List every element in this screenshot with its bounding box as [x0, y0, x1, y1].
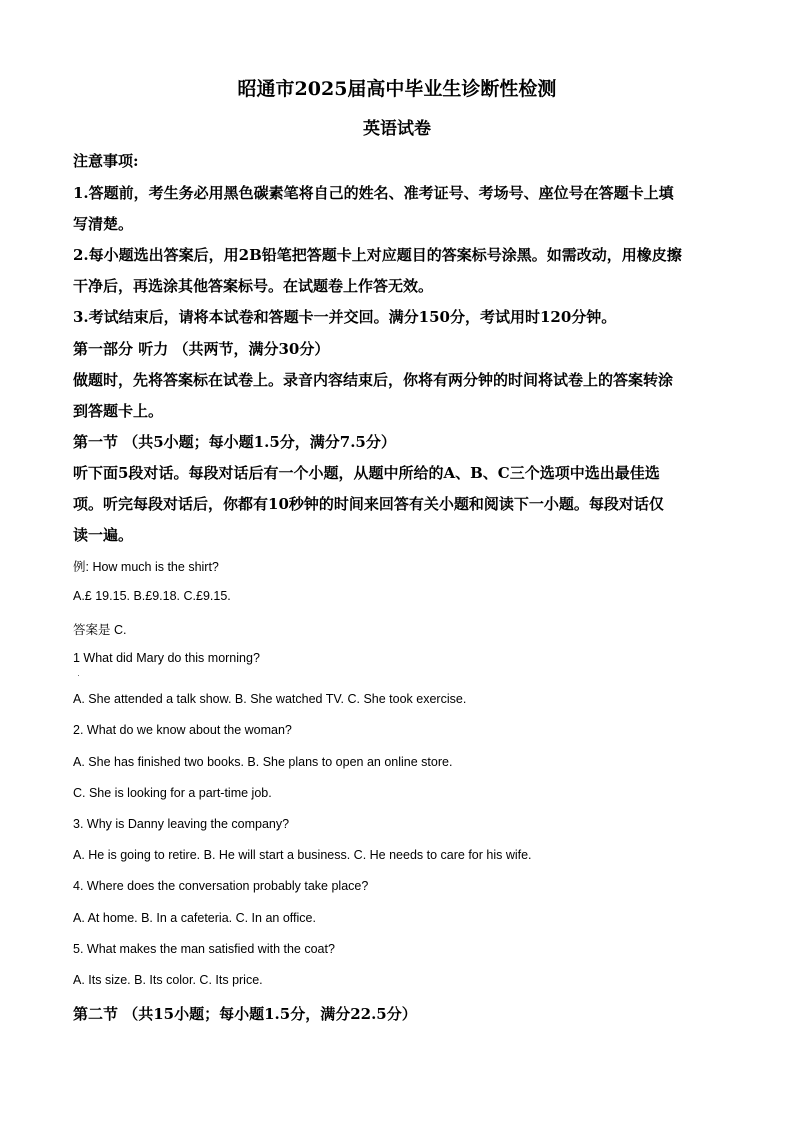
question-4: 4. Where does the conversation probably take place?	[73, 879, 369, 893]
notes-heading: 注意事项:	[73, 152, 139, 170]
question-2: 2. What do we know about the woman?	[73, 723, 292, 737]
question-3: 3. Why is Danny leaving the company?	[73, 817, 290, 831]
part1-intro-line-1: 做题时，先将答案标在试卷上。录音内容结束后，你将有两分钟的时间将试卷上的答案转涂	[73, 371, 674, 389]
section1-heading: 第一节 （共5小题；每小题1.5分，满分7.5分）	[73, 433, 396, 451]
note-item-2-line-1: 2.每小题选出答案后，用2B铅笔把答题卡上对应题目的答案标号涂黑。如需改动，用橡皮擦	[73, 246, 682, 264]
question-5-options: A. Its size. B. Its color. C. Its price.	[73, 973, 263, 987]
example-options: A.£ 19.15. B.£9.18. C.£9.15.	[73, 589, 231, 603]
note-item-3: 3.考试结束后，请将本试卷和答题卡一并交回。满分150分，考试用时120分钟。	[73, 308, 617, 326]
section1-intro-line-1: 听下面5段对话。每段对话后有一个小题，从题中所给的A、B、C三个选项中选出最佳选	[73, 464, 660, 482]
note-item-1-line-2: 写清楚。	[73, 215, 134, 233]
question-1-options: A. She attended a talk show. B. She watched TV. C. She took exercise.	[73, 692, 467, 706]
exam-title: 昭通市2025届高中毕业生诊断性检测	[237, 78, 557, 100]
question-5: 5. What makes the man satisfied with the coat?	[73, 942, 335, 956]
exam-subtitle: 英语试卷	[363, 119, 431, 139]
question-2-options-b: C. She is looking for a part-time job.	[73, 786, 272, 800]
note-item-1-line-1: 1.答题前，考生务必用黑色碳素笔将自己的姓名、准考证号、考场号、座位号在答题卡上填	[73, 184, 674, 202]
part1-heading: 第一部分 听力 （共两节，满分30分）	[73, 340, 330, 358]
section2-heading: 第二节 （共15小题；每小题1.5分，满分22.5分）	[73, 1005, 417, 1023]
question-1-mark: ·	[77, 670, 80, 680]
question-2-options-a: A. She has finished two books. B. She plans to open an online store.	[73, 755, 453, 769]
note-item-2-line-2: 干净后，再选涂其他答案标号。在试题卷上作答无效。	[73, 277, 434, 295]
question-4-options: A. At home. B. In a cafeteria. C. In an office.	[73, 911, 316, 925]
question-1: 1 What did Mary do this morning?	[73, 651, 260, 665]
example-answer: 答案是 C.	[73, 623, 127, 637]
section1-intro-line-2: 项。听完每段对话后，你都有10秒钟的时间来回答有关小题和阅读下一小题。每段对话仅	[73, 495, 664, 513]
part1-intro-line-2: 到答题卡上。	[73, 402, 164, 420]
section1-intro-line-3: 读一遍。	[73, 526, 134, 544]
question-3-options: A. He is going to retire. B. He will start a business. C. He needs to care for his wife.	[73, 848, 532, 862]
example-question: 例: How much is the shirt?	[73, 560, 219, 574]
